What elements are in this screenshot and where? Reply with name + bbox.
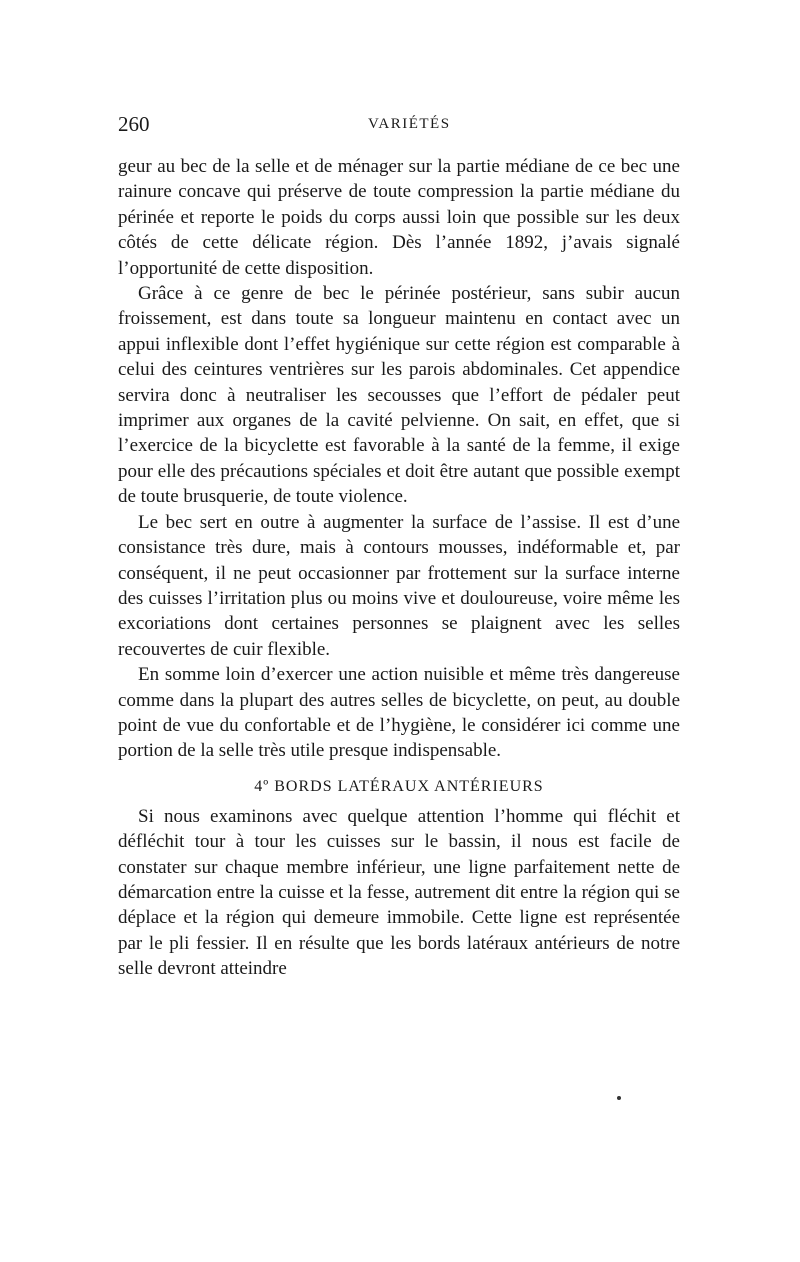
body-text	[118, 154, 680, 982]
paragraph-en-somme: En somme loin d’exercer une action nuisible et même très dangereuse comme dans la plupart des autres selles de bicyclette, on peut, au double point de vue du confortable et de l’hygiène, le considérer ici comme une portion de la selle très utile presque indispensable.	[118, 664, 680, 762]
paragraph-grace-bec: Grâce à ce genre de bec le périnée postérieur, sans subir aucun froissement, est dans toute sa longueur maintenu en contact avec un appui inflexible dont l’effet hygiénique sur cette région est comparable à celui des ceintures ventrières sur les parois abdominales. Cet appendice servira donc à neutraliser les secousses que l’effort de pédaler peut imprimer aux organes de la cavité pelvienne. On sait, en effet, que si l’exercice de la bicyclette est favorable à la santé de la femme, il exige pour elle des précautions spéciales et doit être autant que possible exempt de toute brusquerie, de toute violence.	[118, 283, 680, 508]
paragraph-bords-lateraux: Si nous examinons avec quelque attention l’homme qui fléchit et défléchit tour à tour les cuisses sur le bassin, il nous est facile de constater sur chaque membre inférieur, une ligne parfaitement nette de démarcation entre la cuisse et la fesse, autrement dit entre la région qui se déplace et la région qui demeure immobile. Cette ligne est représentée par le pli fessier. Il en résulte que les bords latéraux antérieurs de notre selle devront atteindre	[118, 805, 680, 980]
section-heading: 4º BORDS LATÉRAUX ANTÉRIEURS	[254, 777, 544, 795]
paragraph-surface-assise: Le bec sert en outre à augmenter la surface de l’assise. Il est d’une consistance très dure, mais à contours mousses, indéformable et, par conséquent, il ne peut occasionner par frottement sur la surface interne des cuisses l’irritation plus ou moins vive et douloureuse, voire même les excoriations dont certaines personnes se plaignent avec les selles recouvertes de cuir flexible.	[118, 511, 680, 660]
page-number: 260	[118, 112, 150, 136]
ink-speck	[617, 1096, 621, 1100]
paragraph-continuation: geur au bec de la selle et de ménager sur la partie médiane de ce bec une rainure concave qui préserve de toute compression la partie médiane du périnée et reporte le poids du corps aussi loin que possible sur les deux côtés de cette délicate région. Dès l’année 1892, j’avais signalé l’opportunité de cette disposition.	[118, 156, 680, 279]
running-head	[118, 112, 680, 138]
running-title: VARIÉTÉS	[368, 116, 451, 132]
